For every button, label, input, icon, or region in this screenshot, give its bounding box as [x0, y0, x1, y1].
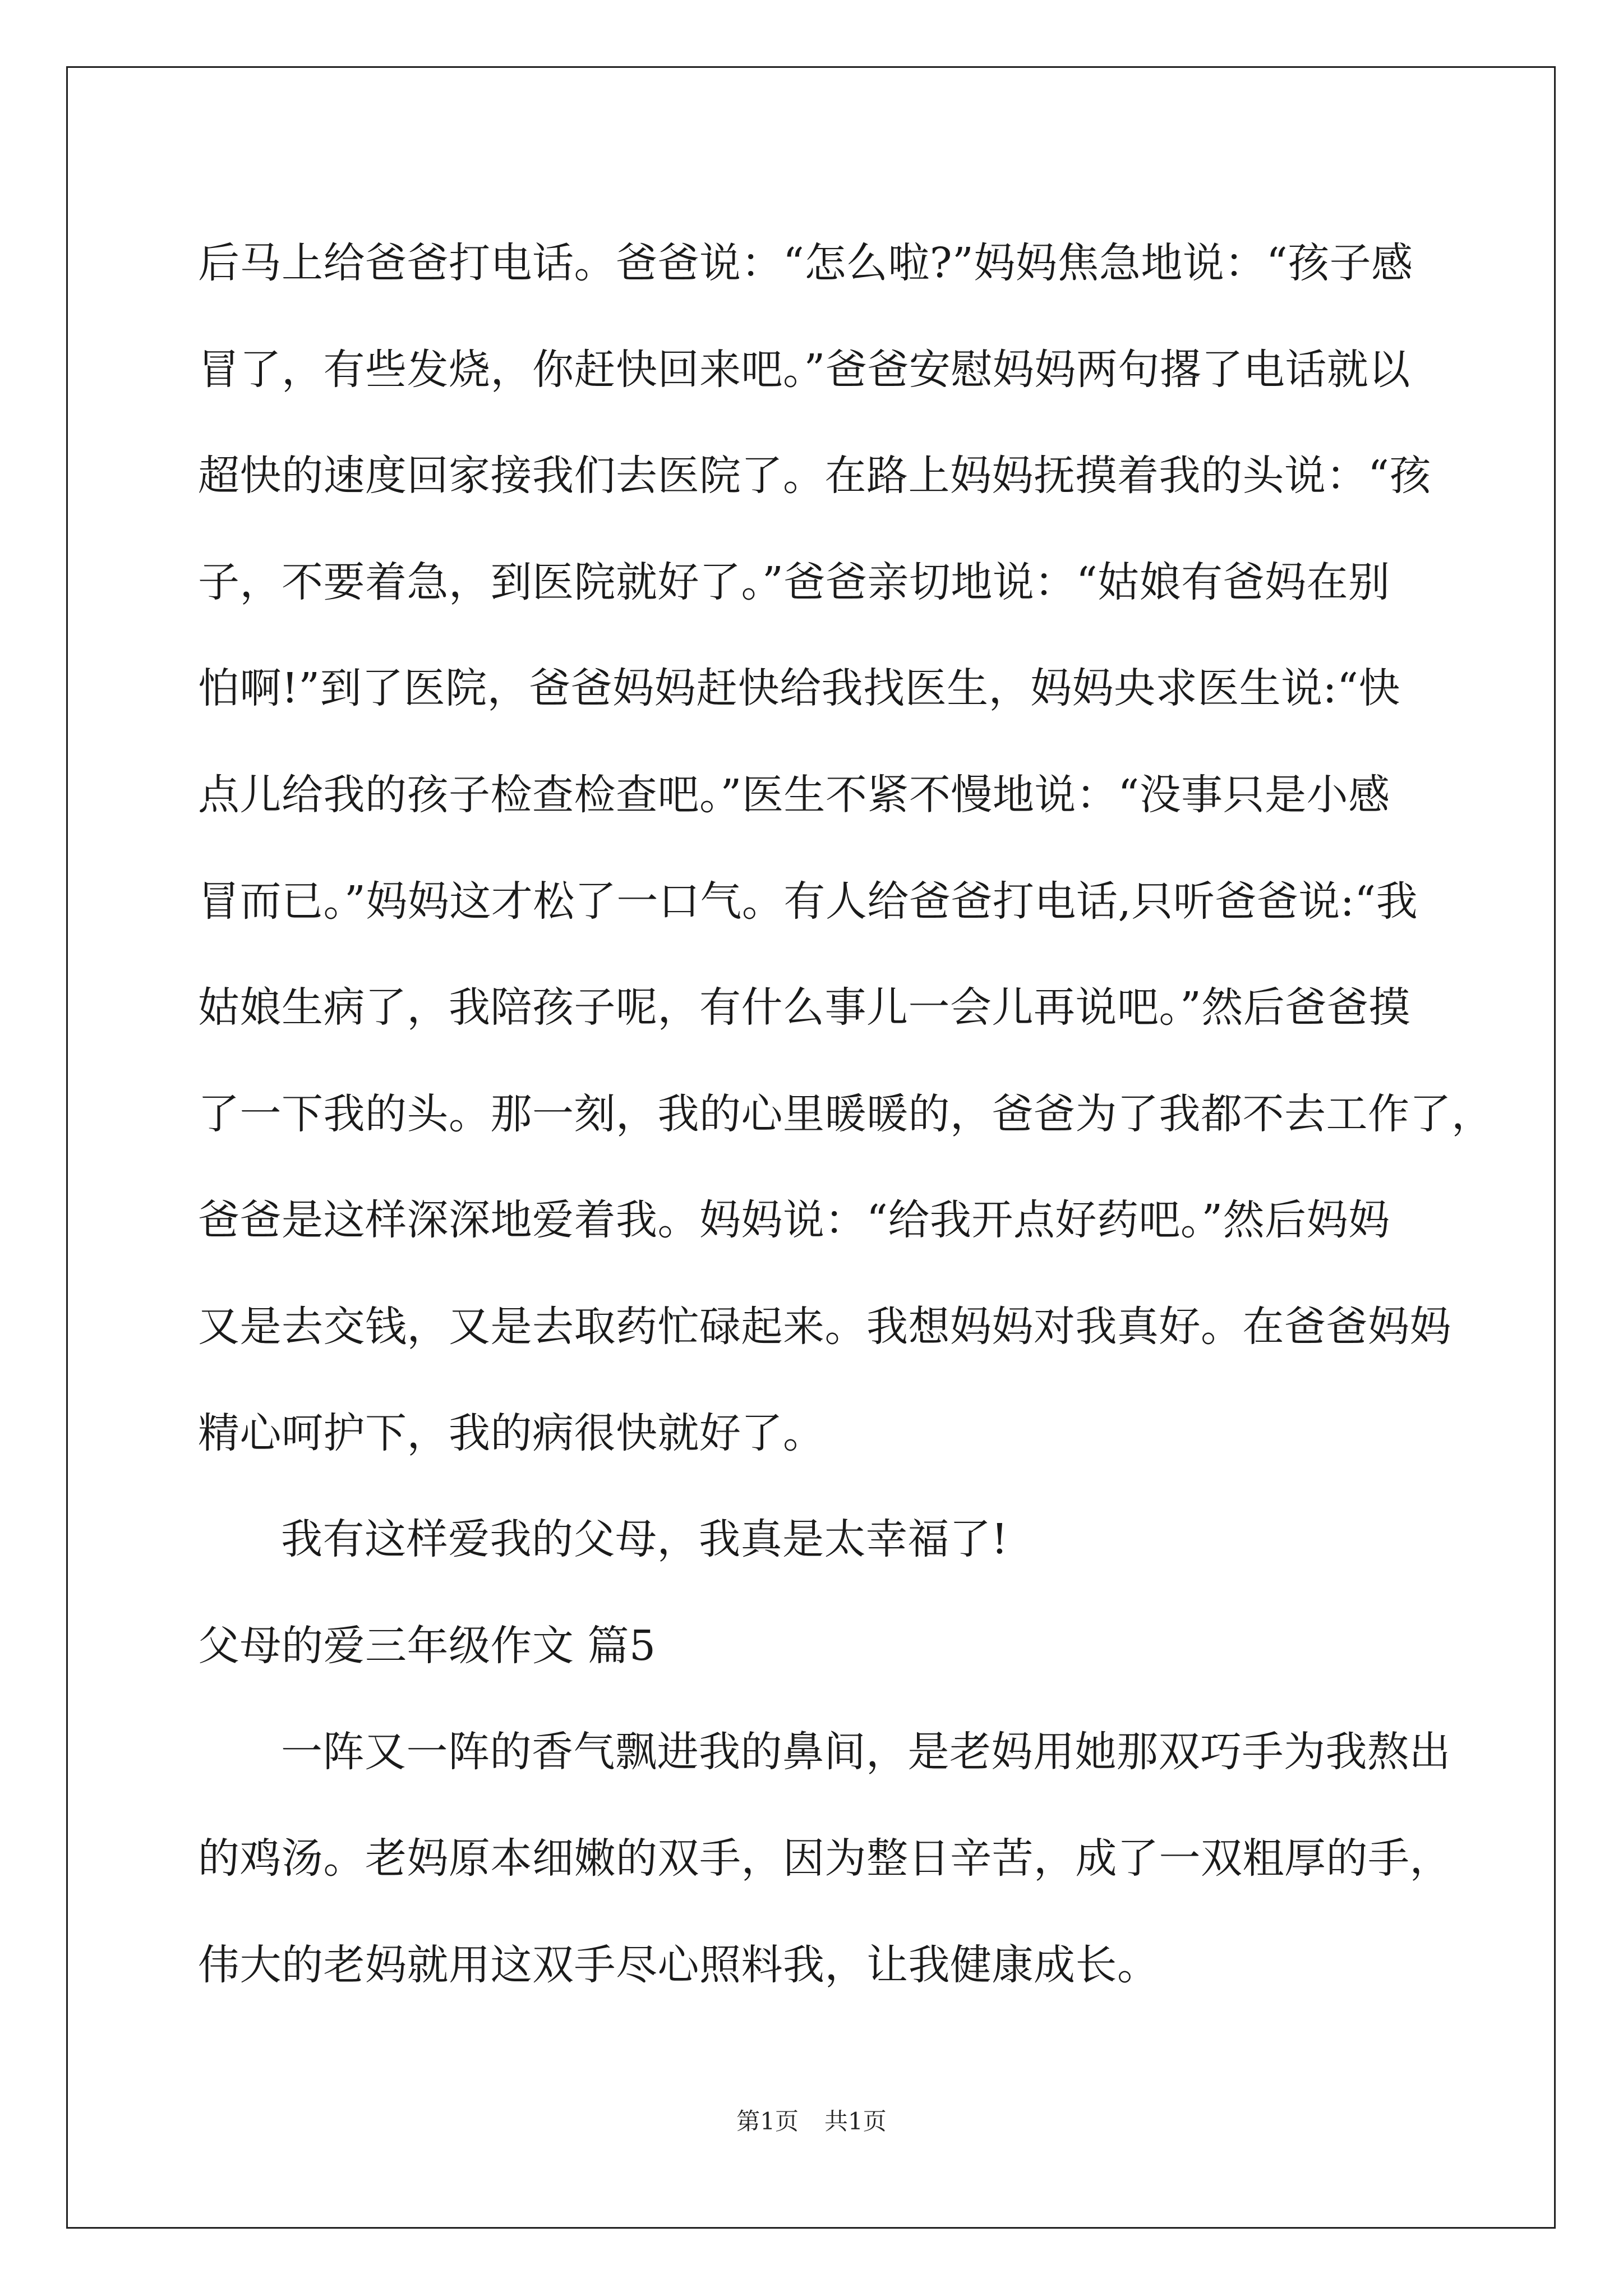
text-line: 点儿给我的孩子检查检查吧。”医生不紧不慢地说：“没事只是小感: [198, 770, 1390, 819]
text-line: 后马上给爸爸打电话。爸爸说：“怎么啦?”妈妈焦急地说：“孩子感: [198, 239, 1413, 287]
section-heading: 父母的爱三年级作文 篇5: [198, 1621, 656, 1670]
text-line: 姑娘生病了，我陪孩子呢，有什么事儿一会儿再说吧。”然后爸爸摸: [198, 983, 1410, 1032]
text-line: 了一下我的头。那一刻，我的心里暖暖的，爸爸为了我都不去工作了，: [198, 1089, 1493, 1138]
text-line: 子，不要着急，到医院就好了。”爸爸亲切地说：“姑娘有爸妈在别: [198, 558, 1390, 606]
page-total: 共1页: [824, 2108, 887, 2135]
text-line: 爸爸是这样深深地爱着我。妈妈说：“给我开点好药吧。”然后妈妈: [198, 1196, 1390, 1245]
section-paragraph: [198, 1699, 1451, 2018]
text-line: 一阵又一阵的香气飘进我的鼻间，是老妈用她那双巧手为我熬出: [281, 1728, 1451, 1777]
page-footer: [0, 2105, 1623, 2138]
text-line: 伟大的老妈就用这双手尽心照料我，让我健康成长。: [198, 1940, 1159, 1989]
text-line: 的鸡汤。老妈原本细嫩的双手，因为整日辛苦，成了一双粗厚的手，: [198, 1834, 1451, 1883]
document-body: [198, 210, 1493, 2018]
text-line: 又是去交钱，又是去取药忙碌起来。我想妈妈对我真好。在爸爸妈妈: [198, 1302, 1451, 1351]
text-line: 超快的速度回家接我们去医院了。在路上妈妈抚摸着我的头说：“孩: [198, 452, 1431, 500]
text-line: 精心呵护下，我的病很快就好了。: [198, 1409, 825, 1457]
text-line: 怕啊!”到了医院，爸爸妈妈赶快给我找医生，妈妈央求医生说:“快: [198, 664, 1400, 713]
continued-paragraph: [198, 210, 1493, 1487]
page-number: 第1页: [736, 2108, 799, 2135]
text-line: 冒而已。”妈妈这才松了一口气。有人给爸爸打电话,只听爸爸说:“我: [198, 877, 1418, 926]
closing-paragraph: 我有这样爱我的父母，我真是太幸福了!: [281, 1515, 1008, 1564]
text-line: 冒了，有些发烧，你赶快回来吧。”爸爸安慰妈妈两句撂了电话就以: [198, 345, 1410, 394]
